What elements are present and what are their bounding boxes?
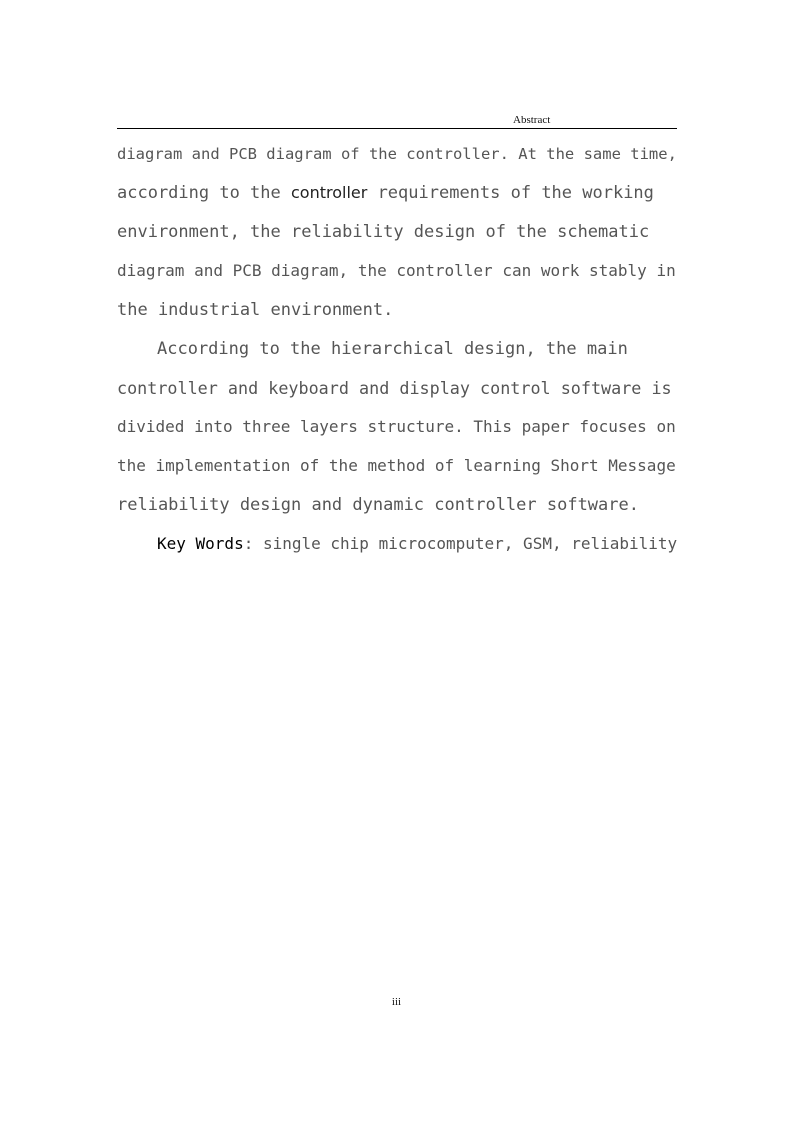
- keywords-text: : single chip microcomputer, GSM, reliability: [243, 534, 678, 553]
- body-text-segment: requirements of the working: [367, 183, 654, 203]
- body-line: divided into three layers structure. This paper focuses on: [117, 417, 676, 436]
- running-header: [117, 114, 677, 129]
- keywords-label: Key Words: [157, 534, 244, 553]
- body-line: [117, 181, 677, 205]
- body-line: the industrial environment.: [117, 300, 394, 320]
- keywords-line: [157, 532, 677, 556]
- body-line: the implementation of the method of learning Short Message: [117, 456, 676, 475]
- running-header-title: Abstract: [513, 114, 551, 126]
- body-line: environment, the reliability design of the schematic: [117, 222, 650, 242]
- body-line: According to the hierarchical design, the main: [157, 339, 628, 359]
- body-line: reliability design and dynamic controller software.: [117, 495, 639, 515]
- body-text-segment: according to the: [117, 183, 291, 203]
- body-text-highlight: controller: [291, 183, 368, 202]
- page-number: iii: [391, 996, 402, 1008]
- body-line: diagram and PCB diagram, the controller can work stably in: [117, 261, 676, 280]
- body-line: controller and keyboard and display control software is: [117, 378, 672, 398]
- body-line: diagram and PCB diagram of the controller. At the same time,: [117, 145, 677, 163]
